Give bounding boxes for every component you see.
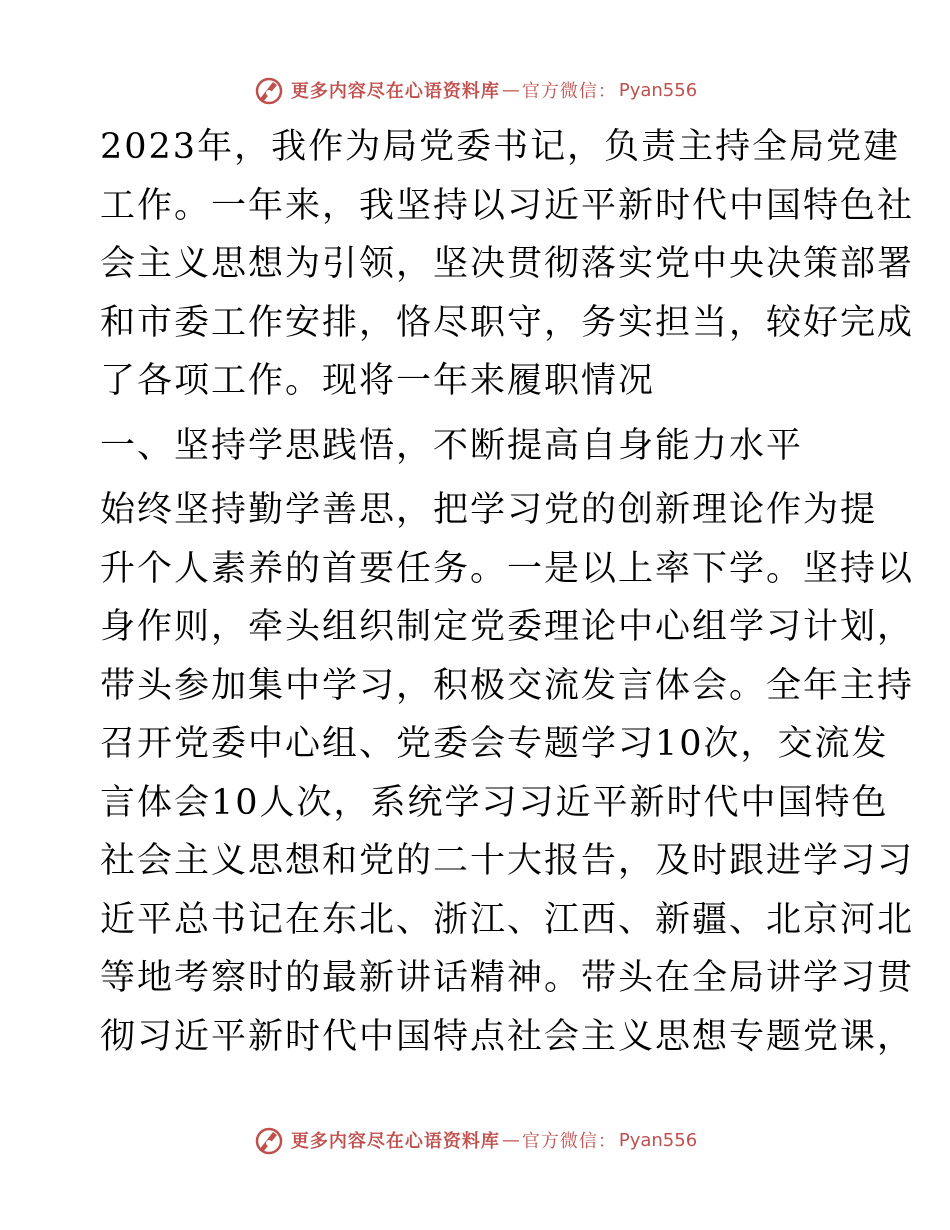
paragraph-study xyxy=(100,481,915,1066)
text-line: 彻习近平新时代中国特点社会主义思想专题党课， xyxy=(100,1016,915,1057)
paragraph-intro xyxy=(100,118,915,411)
watermark-wechat-id: Pyan556 xyxy=(618,1129,698,1151)
text-line: 身作则，牵头组织制定党委理论中心组学习计划， xyxy=(100,607,915,647)
text-line: 工作。一年来，我坚持以习近平新时代中国特色社 xyxy=(100,185,915,226)
text-line: 带头参加集中学习，积极交流发言体会。全年主持 xyxy=(100,665,915,706)
watermark-dash: — xyxy=(501,79,520,101)
watermark-official-label: 官方微信： xyxy=(521,1131,617,1152)
watermark-text: 更多内容尽在心语资料库 xyxy=(290,81,500,102)
heading-text: 一、坚持学思践悟，不断提高自身能力水平 xyxy=(100,425,804,466)
pen-circle-icon xyxy=(253,1124,285,1156)
section-heading xyxy=(100,417,860,476)
text-line: 近平总书记在东北、浙江、江西、新疆、北京河北 xyxy=(100,899,915,940)
text-line: 升个人素养的首要任务。一是以上率下学。坚持以 xyxy=(100,548,915,589)
text-line: 始终坚持勤学善思，把学习党的创新理论作为提 xyxy=(100,490,878,530)
watermark-official-label: 官方微信： xyxy=(521,81,617,102)
text-line: 和市委工作安排，恪尽职守，务实担当，较好完成 xyxy=(100,302,915,343)
footer-watermark xyxy=(0,1122,950,1158)
text-line: 会主义思想为引领，坚决贯彻落实党中央决策部署 xyxy=(100,244,915,284)
text-line: 等地考察时的最新讲话精神。带头在全局讲学习贯 xyxy=(100,958,915,998)
text-line: 言体会10人次，系统学习习近平新时代中国特色 xyxy=(100,782,889,823)
text-line: 召开党委中心组、党委会专题学习10次，交流发 xyxy=(100,724,889,764)
document-body xyxy=(100,118,915,1066)
pen-circle-icon xyxy=(253,74,285,106)
text-line: 社会主义思想和党的二十大报告，及时跟进学习习 xyxy=(100,841,915,881)
watermark-dash: — xyxy=(501,1129,520,1151)
watermark-wechat-id: Pyan556 xyxy=(618,79,698,101)
text-line: 了各项工作。现将一年来履职情况 xyxy=(100,361,656,401)
text-line: 2023年，我作为局党委书记，负责主持全局党建 xyxy=(100,127,901,167)
watermark-text: 更多内容尽在心语资料库 xyxy=(290,1131,500,1152)
header-watermark xyxy=(0,72,950,108)
